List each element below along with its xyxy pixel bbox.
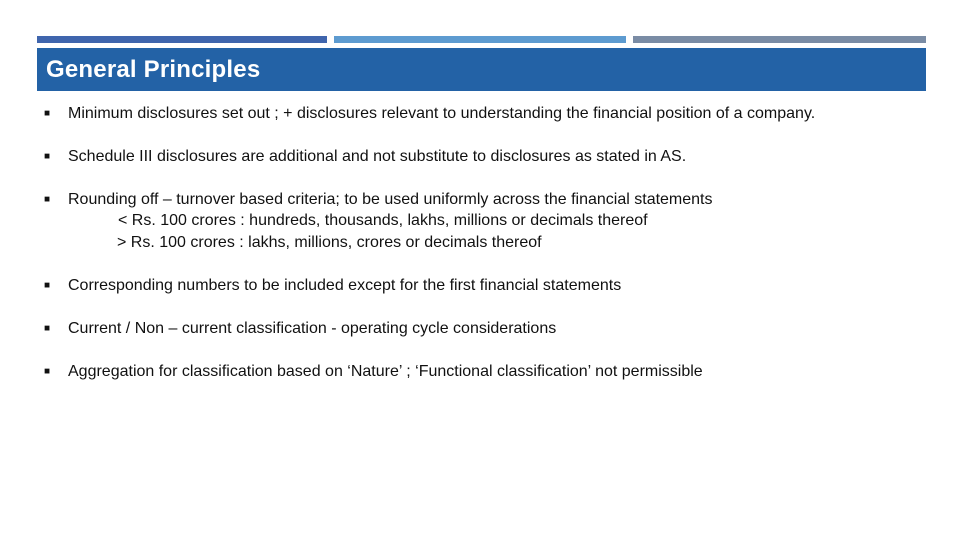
accent-bar-middle	[334, 36, 626, 43]
bullet-square-icon: ■	[44, 280, 51, 291]
bullet-text: Aggregation for classification based on ‘Nature’ ; ‘Functional classification’ not permissible	[68, 363, 703, 380]
bullet-text: Minimum disclosures set out ; + disclosures relevant to understanding the financial position of a company.	[68, 105, 816, 122]
bullet-square-icon: ■	[44, 194, 51, 205]
bullet-square-icon: ■	[44, 323, 51, 334]
bullet-minimum-disclosures	[44, 103, 815, 124]
accent-bar-right	[633, 36, 926, 43]
bullet-current-classification	[44, 318, 556, 339]
rounding-sub-item-below-100: < Rs. 100 crores : hundreds, thousands, lakhs, millions or decimals thereof	[118, 212, 648, 229]
bullet-text: Schedule III disclosures are additional and not substitute to disclosures as stated in AS.	[68, 148, 687, 165]
bullet-text: Corresponding numbers to be included except for the first financial statements	[68, 277, 622, 294]
bullet-text: Rounding off – turnover based criteria; to be used uniformly across the financial statements	[68, 191, 713, 208]
bullet-square-icon: ■	[44, 108, 51, 119]
bullet-text: Current / Non – current classification - operating cycle considerations	[68, 320, 557, 337]
rounding-sub-item-above-100: > Rs. 100 crores : lakhs, millions, crores or decimals thereof	[117, 234, 542, 251]
bullet-square-icon: ■	[44, 151, 51, 162]
accent-bar-left	[37, 36, 327, 43]
slide-title: General Principles	[46, 55, 261, 83]
bullet-square-icon: ■	[44, 366, 51, 377]
bullet-aggregation	[44, 361, 703, 382]
title-band	[37, 48, 926, 91]
bullet-rounding-off	[44, 189, 713, 210]
bullet-corresponding-numbers	[44, 275, 621, 296]
bullet-schedule-iii	[44, 146, 686, 167]
